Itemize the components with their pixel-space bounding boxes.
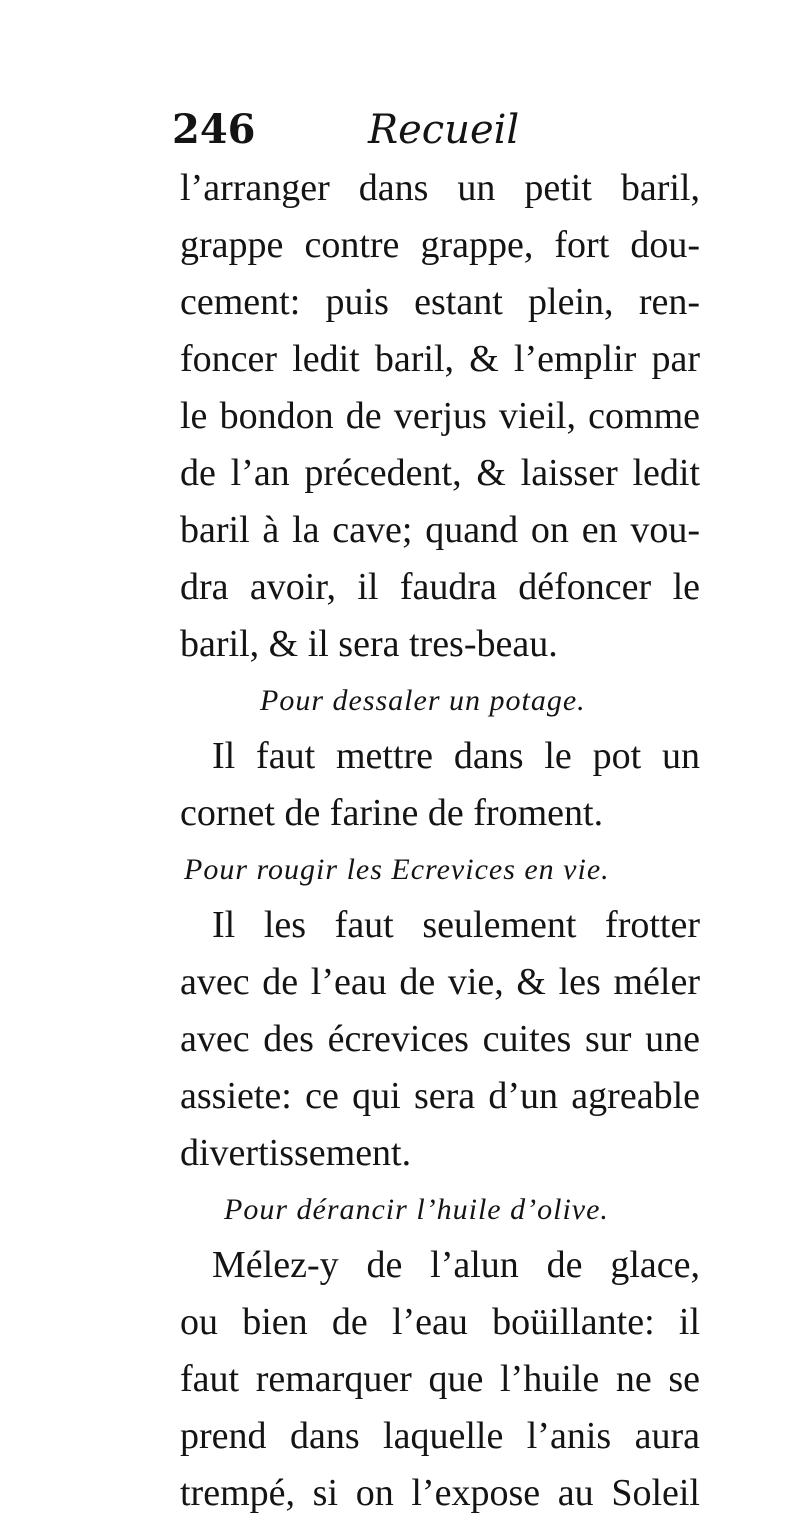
section-heading: Pour dérancir l’huile d’olive. [224,1193,609,1226]
text-line: cornet de farine de froment. [180,792,604,834]
text-line: de l’an précedent, & laisser ledit [180,452,700,494]
text-line: grappe contre grappe, fort dou- [180,224,700,266]
text-line: faut remarquer que l’huile ne se [180,1358,700,1400]
text-line: prend dans laquelle l’anis aura [180,1415,700,1457]
text-line: Mélez-y de l’alun de glace, [212,1244,700,1286]
text-line: Il faut mettre dans le pot un [212,735,700,777]
running-head [172,100,692,160]
text-line: trempé, si on l’expose au Soleil [180,1472,700,1514]
text-line: cement: puis estant plein, ren- [180,281,700,323]
page-number: 246 [172,106,256,153]
running-title: Recueil [368,107,520,153]
text-line: foncer ledit baril, & l’emplir par [180,338,700,380]
text-line: divertissement. [180,1132,412,1174]
text-block [180,160,700,1522]
text-line: ou bien de l’eau boüillante: il [180,1301,700,1343]
text-line: avec de l’eau de vie, & les méler [180,961,700,1003]
text-line: Il les faut seulement frotter [212,904,700,946]
text-line: avec des écrevices cuites sur une [180,1018,700,1060]
text-line: baril, & il sera tres-beau. [180,623,558,665]
text-line: assiete: ce qui sera d’un agreable [180,1075,700,1117]
text-line: le bondon de verjus vieil, comme [180,395,700,437]
text-line: baril à la cave; quand on en vou- [180,509,700,551]
text-line: dra avoir, il faudra défoncer le [180,566,700,608]
text-line: l’arranger dans un petit baril, [180,167,700,209]
section-heading: Pour dessaler un potage. [260,684,586,717]
section-heading: Pour rougir les Ecrevices en vie. [184,853,610,886]
